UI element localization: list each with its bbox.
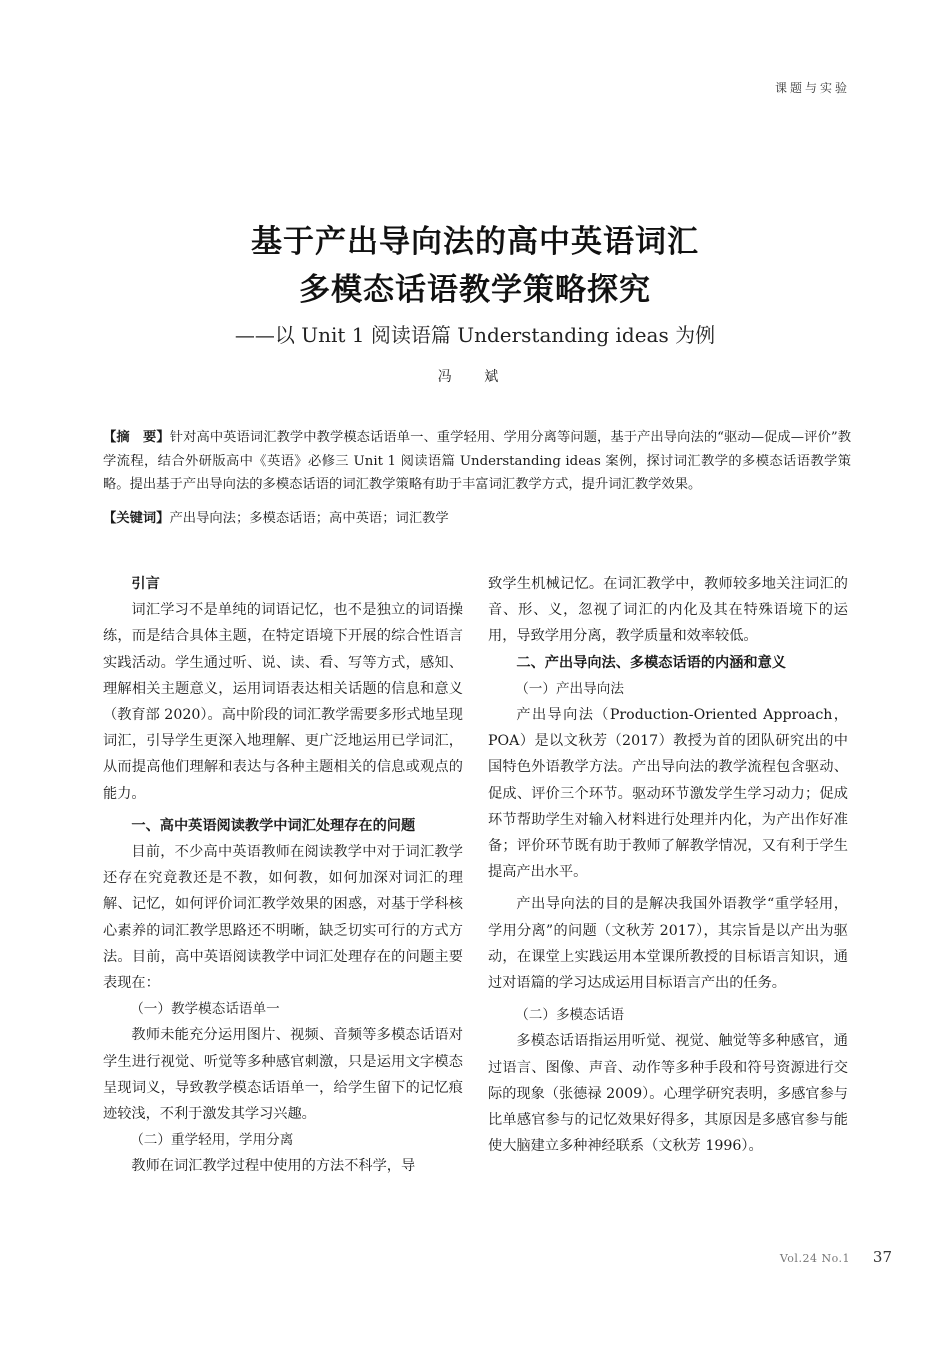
- heading-section-two: 二、产出导向法、多模态话语的内涵和意义: [516, 654, 786, 671]
- abstract-label: 【摘 要】: [103, 430, 170, 445]
- subheading-one-2: （二）重学轻用，学用分离: [130, 1132, 294, 1149]
- right-column: [488, 571, 848, 1159]
- article-title-line-2: 多模态话语教学策略探究: [299, 272, 651, 308]
- title-block: [0, 218, 950, 388]
- article-title-line-1: 基于产出导向法的高中英语词汇: [251, 224, 699, 260]
- subheading-one-1: （一）教学模态话语单一: [130, 1001, 280, 1018]
- article-subtitle: ——以 Unit 1 阅读语篇 Understanding ideas 为例: [234, 323, 716, 347]
- paragraph-two-1a: 产出导向法（Production-Oriented Approach，POA）是以文秋芳（2017）教授为首的团队研究出的中国特色外语教学方法。产出导向法的教学流程包含驱动、促成、评价三个环节。驱动环节激发学生学习动力；促成环节帮助学生对输入材料进行处理并内化，为产出作好准备；评价环节既有助于教师了解教学情况，又有利于学生提高产出水平。: [488, 707, 848, 881]
- keywords-paragraph: [103, 507, 851, 531]
- keywords-label: 【关键词】: [103, 510, 170, 526]
- running-header-column: 课题与实验: [774, 81, 850, 95]
- paragraph-section-one: 目前，不少高中英语教师在阅读教学中对于词汇教学还存在究竟教还是不教，如何教，如何加深对词汇的理解、记忆，如何评价词汇教学效果的困惑，对基于学科核心素养的词汇教学思路还不明晰，缺乏切实可行的方式方法。目前，高中英语阅读教学中词汇处理存在的问题主要表现在：: [103, 844, 463, 992]
- paragraph-one-1: 教师未能充分运用图片、视频、音频等多模态话语对学生进行视觉、听觉等多种感官刺激，只是运用文字模态呈现词义，导致教学模态话语单一，给学生留下的记忆痕迹较浅，不利于激发其学习兴趣。: [103, 1027, 463, 1123]
- left-column: [103, 571, 463, 1180]
- abstract-text: 针对高中英语词汇教学中教学模态话语单一、重学轻用、学用分离等问题，基于产出导向法的“驱动—促成—评价”教学流程，结合外研版高中《英语》必修三 Unit 1 阅读语篇 Understanding ideas 案例，探讨词汇教学的多模态话语教学策略。提出基于产出导向法的多模态话语的词汇教学策略有助于丰富词汇教学方式，提升词汇教学效果。: [103, 430, 851, 492]
- abstract-section: [103, 426, 851, 530]
- subheading-two-2: （二）多模态话语: [515, 1007, 624, 1024]
- paragraph-one-2: 教师在词汇教学过程中使用的方法不科学，导: [131, 1158, 416, 1175]
- heading-section-one: 一、高中英语阅读教学中词汇处理存在的问题: [131, 817, 416, 834]
- paragraph-two-1b: 产出导向法的目的是解决我国外语教学“重学轻用，学用分离”的问题（文秋芳 2017），其宗旨是以产出为驱动，在课堂上实践运用本堂课所教授的目标语言知识，通过对语篇的学习达成运用目标语言产出的任务。: [488, 896, 848, 992]
- heading-introduction: 引言: [131, 576, 160, 592]
- author-name: 冯 斌: [437, 369, 513, 385]
- abstract-paragraph: [103, 426, 851, 497]
- paragraph-introduction: 词汇学习不是单纯的词语记忆，也不是独立的词语操练，而是结合具体主题，在特定语境下开展的综合性语言实践活动。学生通过听、说、读、看、写等方式，感知、理解相关主题意义，运用词语表达相关话题的信息和意义（教育部 2020）。高中阶段的词汇教学需要多形式地呈现词汇，引导学生更深入地理解、更广泛地运用已学词汇，从而提高他们理解和表达与各种主题相关的信息或观点的能力。: [103, 602, 463, 802]
- paragraph-two-2: 多模态话语指运用听觉、视觉、触觉等多种感官，通过语言、图像、声音、动作等多种手段和符号资源进行交际的现象（张德禄 2009）。心理学研究表明，多感官参与比单感官参与的记忆效果好得多，其原因是多感官参与能使大脑建立多种神经联系（文秋芳 1996）。: [488, 1033, 848, 1155]
- footer-volume-issue: Vol.24 No.1: [779, 1252, 850, 1265]
- keywords-text: 产出导向法；多模态话语；高中英语；词汇教学: [169, 510, 449, 526]
- page-number: 37: [872, 1248, 892, 1266]
- paragraph-continued: 致学生机械记忆。在词汇教学中，教师较多地关注词汇的音、形、义，忽视了词汇的内化及其在特殊语境下的运用，导致学用分离，教学质量和效率较低。: [488, 576, 848, 645]
- subheading-two-1: （一）产出导向法: [515, 680, 624, 697]
